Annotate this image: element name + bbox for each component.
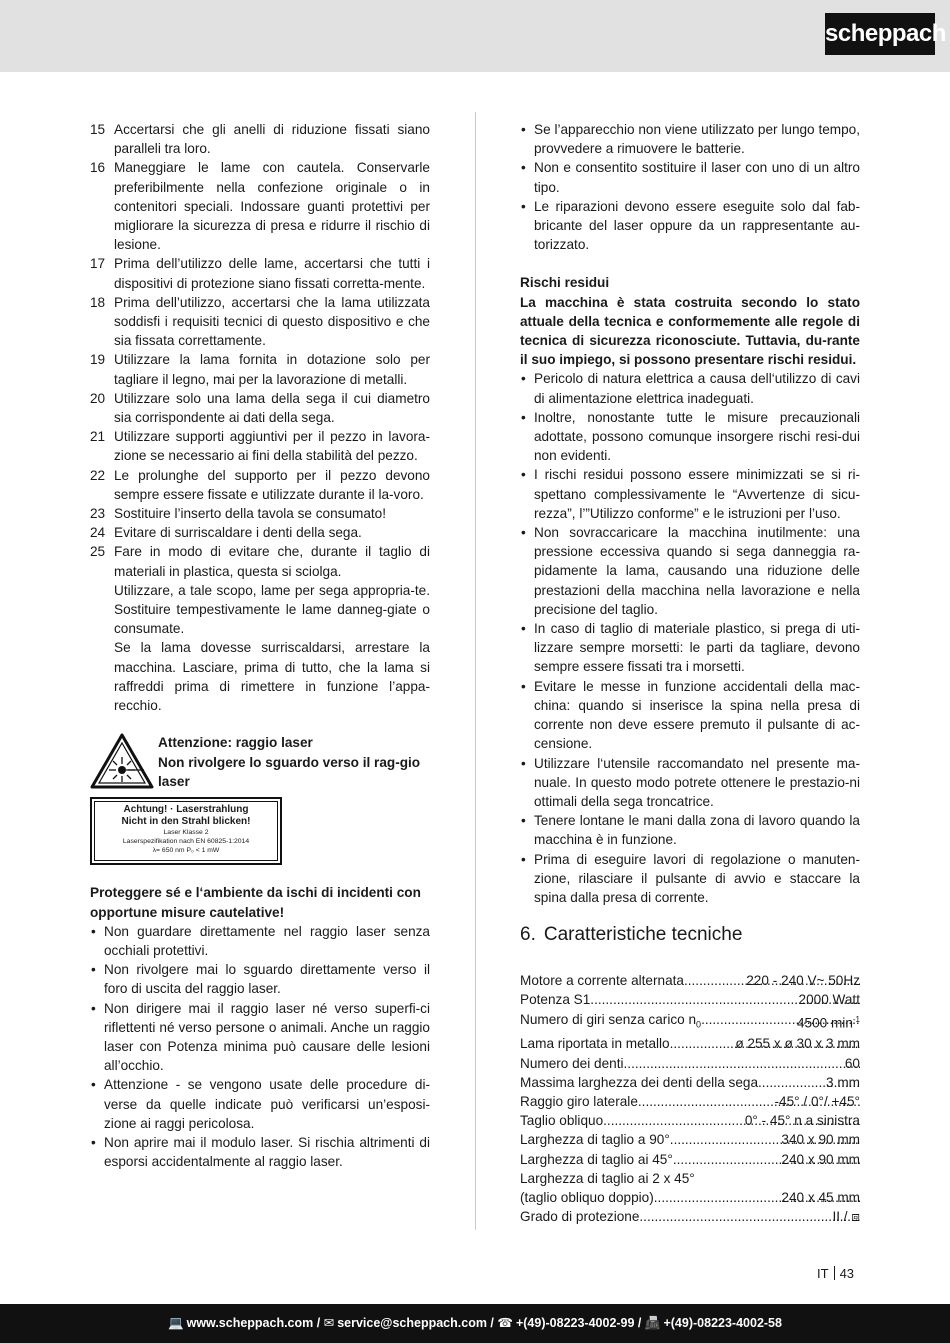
spec-label: Numero dei denti ..... — [520, 1056, 860, 1071]
spec-value: -45° / 0°/ +45° — [774, 1092, 860, 1111]
spec-label: Larghezza di taglio ai 45° ..... — [520, 1152, 860, 1167]
laser-label-line: Laserspezifikation nach EN 60825-1:2014 — [122, 838, 250, 846]
spec-row — [520, 1073, 860, 1092]
spec-label: Numero di giri senza carico $n_0$ ..... — [520, 1012, 860, 1027]
list-item: • Utilizzare l‘utensile raccomandato nel presente ma-nuale. In questo modo potrete ottenere le prestazio-ni ottimali della sega troncatrice. — [520, 754, 860, 812]
spec-label: Potenza S1 ..... — [520, 992, 860, 1007]
item-text: Le prolunghe del supporto per il pezzo devono sempre essere fissate e utilizzate durante il la-voro. — [114, 467, 430, 502]
spec-row — [520, 1092, 860, 1111]
item-number: 25 — [90, 544, 106, 560]
page-number-value: 43 — [839, 1266, 855, 1281]
item-number: 21 — [90, 429, 106, 445]
spec-value: 3 mm — [825, 1073, 860, 1092]
fax-icon: 📠 — [644, 1316, 661, 1330]
item-number: 15 — [90, 122, 106, 137]
laser-warning-block — [90, 733, 430, 883]
spec-row — [520, 1034, 860, 1053]
spec-value: 220 - 240 V~ 50Hz — [745, 971, 860, 990]
list-item — [90, 254, 430, 292]
column-divider — [475, 112, 476, 1230]
list-item: • Non e consentito sostituire il laser con uno di un altro tipo. — [520, 158, 860, 196]
page-number-separator — [834, 1266, 835, 1280]
spec-row — [520, 1054, 860, 1073]
section-number: 6. — [520, 924, 536, 946]
list-item: • Non sovraccaricare la macchina inutilmente: una pressione eccessiva quando si sega danneggia ra-pidamente la lama, causando una riduzione delle prestazioni della macchina nella lavorazione e nella precisione del taglio. — [520, 523, 860, 619]
right-column — [520, 120, 860, 1226]
phone-icon: ☎ — [497, 1316, 513, 1330]
list-item: • Pericolo di natura elettrica a causa dell‘utilizzo di cavi di alimentazione elettrica inadeguati. — [520, 369, 860, 407]
list-item: • Le riparazioni devono essere eseguite solo dal fab-bricante del laser oppure da un rappresentante au-torizzato. — [520, 197, 860, 255]
list-item: • Non aprire mai il modulo laser. Si rischia altrimenti di esporsi accidentalmente al raggio laser. — [90, 1133, 430, 1171]
protection-heading: Proteggere sé e l‘ambiente da ischi di incidenti con opportune misure cautelative! — [90, 885, 421, 920]
spec-row — [520, 1130, 860, 1149]
spec-row — [520, 1150, 860, 1169]
header-bar — [0, 0, 950, 72]
list-item — [90, 389, 430, 427]
spec-label: Massima larghezza dei denti della sega ..... — [520, 1075, 860, 1090]
item-continuation: Se la lama dovesse surriscaldarsi, arrestare la macchina. Lasciare, prima di tutto, che la lama si raffreddi prima di rimettere in funzione l’appa-recchio. — [114, 640, 430, 714]
spec-label: Lama riportata in metallo ..... — [520, 1036, 860, 1051]
spec-row — [520, 1111, 860, 1130]
laser-label-line: λ= 650 nm P₀ < 1 mW — [152, 847, 220, 855]
spec-value: 0° - 45° n a sinistra — [744, 1111, 860, 1130]
item-text: Utilizzare solo una lama della sega il cui diametro sia corrispondente ai dati della sega. — [114, 390, 430, 426]
item-number: 18 — [90, 294, 106, 310]
list-item: • Se l’apparecchio non viene utilizzato per lungo tempo, provvedere a rimuovere le batterie. — [520, 120, 860, 158]
spec-label: Larghezza di taglio a 90° ..... — [520, 1132, 860, 1147]
laser-class-label — [90, 797, 282, 865]
laser-warning-title: Attenzione: raggio laser — [158, 735, 313, 751]
laser-label-line: Nicht in den Strahl blicken! — [121, 816, 251, 828]
spec-row — [520, 990, 860, 1009]
item-number: 20 — [90, 390, 106, 406]
footer-fax: +(49)-08223-4002-58 — [663, 1316, 782, 1330]
section-title — [520, 923, 860, 947]
spec-value: 4500 $\min^{-1}$ — [796, 1010, 860, 1033]
laser-warning-text — [158, 733, 430, 791]
spec-label: Motore a corrente alternata ..... — [520, 973, 860, 988]
laser-label-line: Achtung! · Laserstrahlung — [123, 804, 249, 816]
item-number: 19 — [90, 352, 106, 368]
item-text: Accertarsi che gli anelli di riduzione fissati siano paralleli tra loro. — [114, 122, 430, 157]
item-text: Sostituire l’inserto della tavola se consumato! — [114, 506, 387, 522]
laser-hazard-icon — [90, 733, 154, 789]
list-item — [90, 293, 430, 351]
computer-icon: 💻 — [168, 1316, 184, 1330]
list-item: • Non rivolgere mai lo sguardo direttamente verso il foro di uscita del raggio laser. — [90, 960, 430, 998]
spec-row — [520, 971, 860, 990]
list-item — [90, 466, 430, 504]
list-item: • Evitare le messe in funzione accidentali della mac-china: quando si inserisce la spina nella presa di corrente non deve essere premuto il pulsante di ac-censione. — [520, 677, 860, 754]
list-item: • I rischi residui possono essere minimizzati se si ri-spettano complessivamente le “Avvertenze di sicu-rezza”, l’”Utilizzo conforme” e le istruzioni per l’uso. — [520, 465, 860, 523]
item-text: Fare in modo di evitare che, durante il taglio di materiali in plastica, questa si sciolga. — [114, 544, 430, 579]
list-item — [90, 120, 430, 158]
residual-risks-intro: La macchina è stata costruita secondo lo stato attuale della tecnica e conformemente alle regole di tecnica di sicurezza riconosciute. Tuttavia, du-rante il suo impiego, si possono presentare rischi residui. — [520, 294, 860, 368]
item-text: Evitare di surriscaldare i denti della sega. — [114, 525, 362, 541]
item-text: Utilizzare supporti aggiuntivi per il pezzo in lavora-zione se necessario ai fini della stabilità del pezzo. — [114, 429, 430, 464]
footer-phone: +(49)-08223-4002-99 / — [515, 1316, 642, 1330]
spec-value: 240 x 45 mm — [780, 1188, 860, 1207]
spec-label-sub: 0 — [696, 1019, 702, 1030]
page-number — [817, 1266, 854, 1282]
footer-website-link[interactable]: www.scheppach.com / — [186, 1316, 321, 1330]
laser-warning-instruction: Non rivolgere lo sguardo verso il rag-gio laser — [158, 754, 421, 789]
item-number: 22 — [90, 467, 106, 483]
spec-value-sup: -1 — [852, 1014, 860, 1024]
list-item — [90, 523, 430, 542]
item-number: 23 — [90, 506, 106, 522]
item-continuation: Utilizzare, a tale scopo, lame per sega appropria-te. Sostituire tempestivamente le lame danneg-giate o consumate. — [114, 582, 430, 637]
item-number: 17 — [90, 256, 106, 272]
footer-contact-bar — [0, 1304, 950, 1343]
list-item — [90, 158, 430, 254]
laser-label-line: Laser Klasse 2 — [163, 829, 209, 837]
list-item: • Inoltre, nonostante tutte le misure precauzionali adottate, possono comunque insorgere rischi resi-dui non evidenti. — [520, 408, 860, 466]
spec-label: Taglio obliquo ..... — [520, 1113, 860, 1128]
item-text: Prima dell’utilizzo, accertarsi che la lama utilizzata soddisfi i requisiti tecnici di questo dispositivo e che sia fissata correttamente. — [114, 294, 430, 349]
spec-row — [520, 1207, 860, 1226]
left-column — [90, 120, 430, 1171]
list-item — [90, 504, 430, 523]
list-item: • Prima di eseguire lavori di regolazione o manuten-zione, rilasciare il pulsante di avvio e staccare la spina dalla presa di corrente. — [520, 850, 860, 908]
list-item: • Non dirigere mai il raggio laser né verso superfi-ci riflettenti né verso persone o animali. Anche un raggio laser con Potenza minima può causare delle lesioni all’occhio. — [90, 999, 430, 1076]
item-text: Prima dell’utilizzo delle lame, accertarsi che tutti i dispositivi di protezione siano fissati corretta-mente. — [114, 256, 430, 291]
list-item — [90, 350, 430, 388]
email-icon: ✉ — [323, 1316, 335, 1330]
residual-risks-title: Rischi residui — [520, 275, 610, 291]
spec-label: (taglio obliquo doppio) ..... — [520, 1190, 860, 1205]
footer-email-link[interactable]: service@scheppach.com / — [337, 1316, 494, 1330]
spec-value: 60 — [844, 1054, 860, 1073]
spec-value: 240 x 90 mm — [780, 1150, 860, 1169]
spec-row-label-line: Larghezza di taglio ai 2 x 45° — [520, 1170, 695, 1186]
page-language: IT — [817, 1266, 829, 1281]
brand-logo: scheppach — [825, 13, 935, 55]
item-text: Utilizzare la lama fornita in dotazione solo per tagliare il legno, mai per la lavorazione di metalli. — [114, 352, 430, 387]
section-title-text: Caratteristiche tecniche — [543, 924, 743, 946]
spec-row — [520, 1188, 860, 1207]
spec-value: ø 255 x ø 30 x 3 mm — [734, 1034, 860, 1053]
item-text: Maneggiare le lame con cautela. Conservarle preferibilmente nella confezione originale o in contenitori speciali. Indossare guanti protettivi per migliorare la sicurezza di presa e ridurre il rischio di lesione. — [114, 160, 430, 253]
item-number: 24 — [90, 525, 106, 541]
spec-row — [520, 1010, 860, 1035]
list-item — [90, 427, 430, 465]
spec-label: Raggio giro laterale ..... — [520, 1094, 860, 1109]
list-item: • Attenzione - se vengono usate delle procedure di-verse da quelle indicate può verificarsi un’esposi-zione ai raggi pericolosa. — [90, 1075, 430, 1133]
spec-value: 340 x 90 mm — [780, 1130, 860, 1149]
list-item: • Tenere lontane le mani dalla zona di lavoro quando la macchina è in funzione. — [520, 811, 860, 849]
list-item — [90, 542, 430, 580]
spec-value: II / ⧈ — [831, 1207, 860, 1226]
list-item: • Non guardare direttamente nel raggio laser senza occhiali protettivi. — [90, 922, 430, 960]
spec-value: 2000 Watt — [798, 990, 860, 1009]
item-number: 16 — [90, 160, 106, 176]
spec-label: Grado di protezione ..... — [520, 1209, 860, 1224]
list-item: • In caso di taglio di materiale plastico, si prega di uti-lizzare sempre morsetti: le parti da tagliare, devono sempre essere fissati tra i morsetti. — [520, 619, 860, 677]
